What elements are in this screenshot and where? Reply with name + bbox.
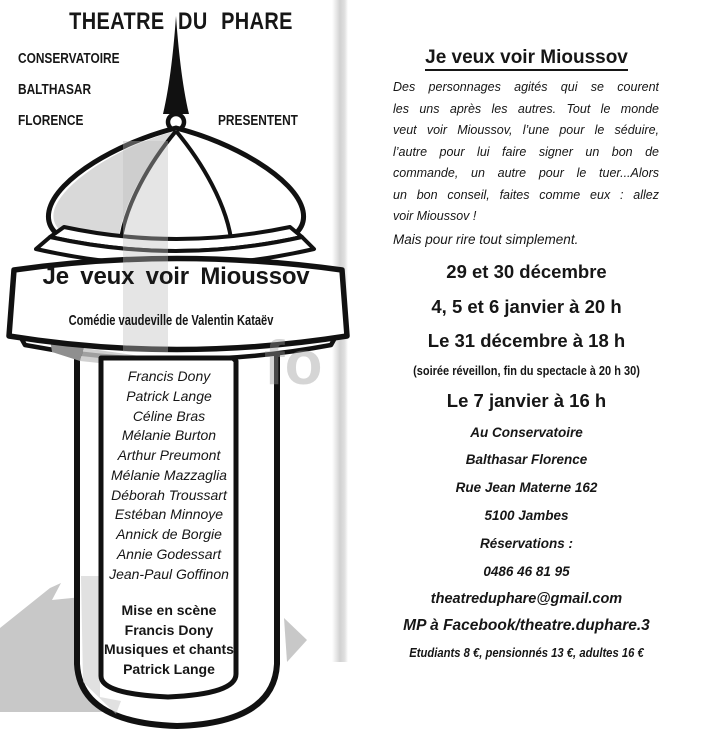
- synopsis-line: l’autre pour lui faire signer un bon de: [393, 144, 659, 159]
- org-line-florence: FLORENCE: [18, 113, 84, 129]
- phone-number: 0486 46 81 95: [483, 564, 570, 579]
- cast-member: Francis Dony: [127, 368, 211, 384]
- theatre-name: THEATRE DU PHARE: [69, 8, 293, 35]
- cast-member: Annie Godessart: [116, 545, 222, 562]
- synopsis-line: veut voir Mioussov, l’une pour le séduire,: [393, 123, 659, 138]
- watermark: fo: [264, 329, 323, 398]
- credit-line: Francis Dony: [124, 621, 214, 638]
- org-line-conservatoire: CONSERVATOIRE: [18, 51, 120, 67]
- date-line: Le 7 janvier à 16 h: [446, 390, 607, 411]
- cast-member: Annick de Borgie: [116, 526, 222, 542]
- cast-member: Céline Bras: [132, 407, 206, 424]
- org-line-balthasar: BALTHASAR: [18, 82, 92, 98]
- synopsis-line: les uns après les autres. Tout le monde: [393, 101, 659, 116]
- synopsis-line: commande, un autre pour le tuer...Alors: [393, 166, 659, 181]
- email-address: theatreduphare@gmail.com: [430, 591, 623, 607]
- cast-member: Mélanie Burton: [121, 427, 217, 444]
- synopsis-line: Des personnages agités qui se courent: [393, 80, 659, 94]
- synopsis-line: voir Mioussov !: [393, 209, 477, 224]
- credits-block: [101, 601, 237, 679]
- cast-member: Estéban Minnoye: [114, 506, 224, 523]
- cast-member: Jean-Paul Goffinon: [109, 565, 229, 582]
- credit-line: Mise en scène: [121, 602, 217, 618]
- reservations-label: Réservations :: [479, 536, 574, 551]
- credit-line: Musiques et chants: [104, 641, 234, 658]
- date-line: Le 31 décembre à 18 h: [427, 330, 626, 351]
- date-line: 29 et 30 décembre: [446, 261, 607, 282]
- presents-label: PRESENTENT: [218, 113, 298, 129]
- dome: [36, 128, 314, 265]
- tagline: Mais pour rire tout simplement.: [393, 232, 579, 247]
- facebook-line: MP à Facebook/theatre.duphare.3: [403, 617, 650, 634]
- cast-member: Patrick Lange: [126, 387, 212, 404]
- credit-line: Patrick Lange: [123, 660, 215, 677]
- date-note: (soirée réveillon, fin du spectacle à 20 h 30): [413, 364, 640, 378]
- prices-line: Etudiants 8 €, pensionnés 13 €, adultes 16 €: [409, 646, 644, 660]
- banner-show-title: Je veux voir Mioussov: [42, 263, 310, 290]
- venue-line: Au Conservatoire: [470, 425, 583, 440]
- cast-list: [101, 367, 237, 584]
- date-line: 4, 5 et 6 janvier à 20 h: [431, 296, 622, 317]
- cast-member: Arthur Preumont: [117, 447, 221, 463]
- venue-line: Rue Jean Materne 162: [455, 480, 598, 495]
- cast-member: Déborah Troussart: [111, 486, 227, 503]
- cast-member: Mélanie Mazzaglia: [111, 466, 227, 483]
- synopsis: [393, 80, 659, 231]
- banner-subtitle: Comédie vaudeville de Valentin Kataëv: [68, 312, 274, 329]
- venue-line: 5100 Jambes: [484, 508, 569, 523]
- show-title: Je veux voir Mioussov: [380, 47, 673, 69]
- synopsis-line: un bon conseil, faites comme eux : allez: [393, 187, 659, 202]
- venue-line: Balthasar Florence: [465, 452, 588, 467]
